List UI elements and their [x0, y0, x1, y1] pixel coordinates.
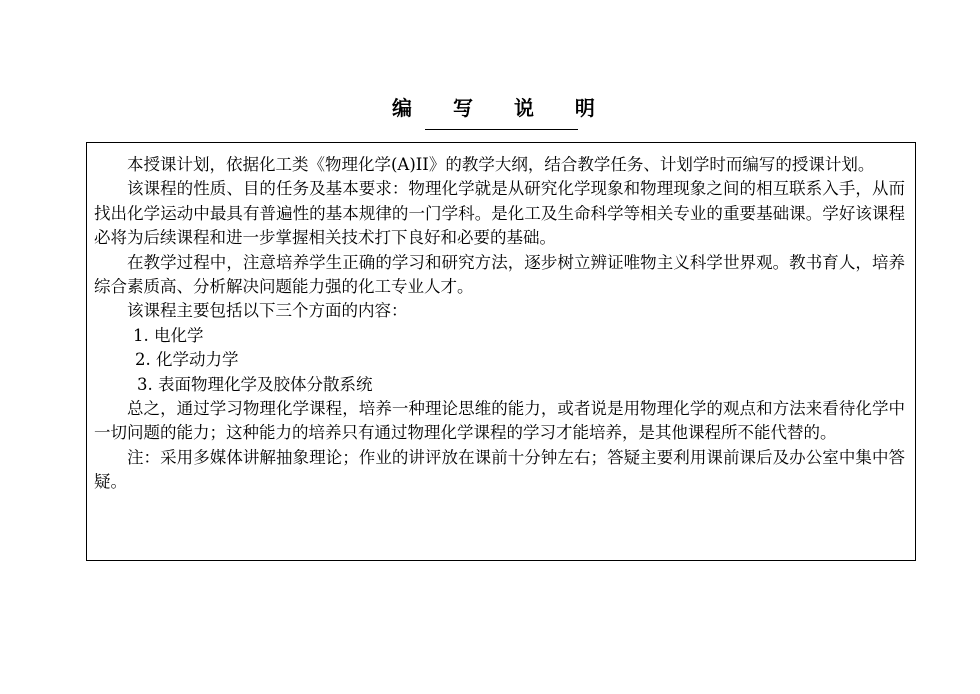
list-item-surface-colloid: 3. 表面物理化学及胶体分散系统 — [137, 374, 373, 394]
paragraph-summary: 总之，通过学习物理化学课程，培养一种理论思维的能力，或者说是用物理化学的观点和方法来看待化学中一切问题的能力；这种能力的培养只有通过物理化学课程的学习才能培养，是其他课程所不能代替的。 — [94, 399, 905, 443]
list-item-electrochemistry: 1. 电化学 — [133, 325, 204, 345]
list-item-kinetics: 2. 化学动力学 — [135, 350, 239, 370]
paragraph-course-nature: 该课程的性质、目的任务及基本要求：物理化学就是从研究化学现象和物理现象之间的相互联系入手，从而找出化学运动中最具有普遍性的基本规律的一门学科。是化工及生命科学等相关专业的重要基础课。学好该课程必将为后续课程和进一步掌握相关技术打下良好和必要的基础。 — [94, 179, 905, 248]
paragraph-note: 注：采用多媒体讲解抽象理论；作业的讲评放在课前十分钟左右；答疑主要利用课前课后及办公室中集中答疑。 — [94, 447, 905, 492]
paragraph-teaching-process: 在教学过程中，注意培养学生正确的学习和研究方法，逐步树立辨证唯物主义科学世界观。教书育人，培养综合素质高、分析解决问题能力强的化工专业人才。 — [94, 252, 905, 297]
content-box — [86, 142, 916, 561]
title-underline — [425, 129, 578, 130]
paragraph-content-intro: 该课程主要包括以下三个方面的内容： — [127, 301, 408, 321]
page-title: 编 写 说 明 — [392, 96, 612, 120]
paragraph-basis: 本授课计划，依据化工类《物理化学(A)II》的教学大纲，结合教学任务、计划学时而编写的授课计划。 — [127, 155, 875, 174]
